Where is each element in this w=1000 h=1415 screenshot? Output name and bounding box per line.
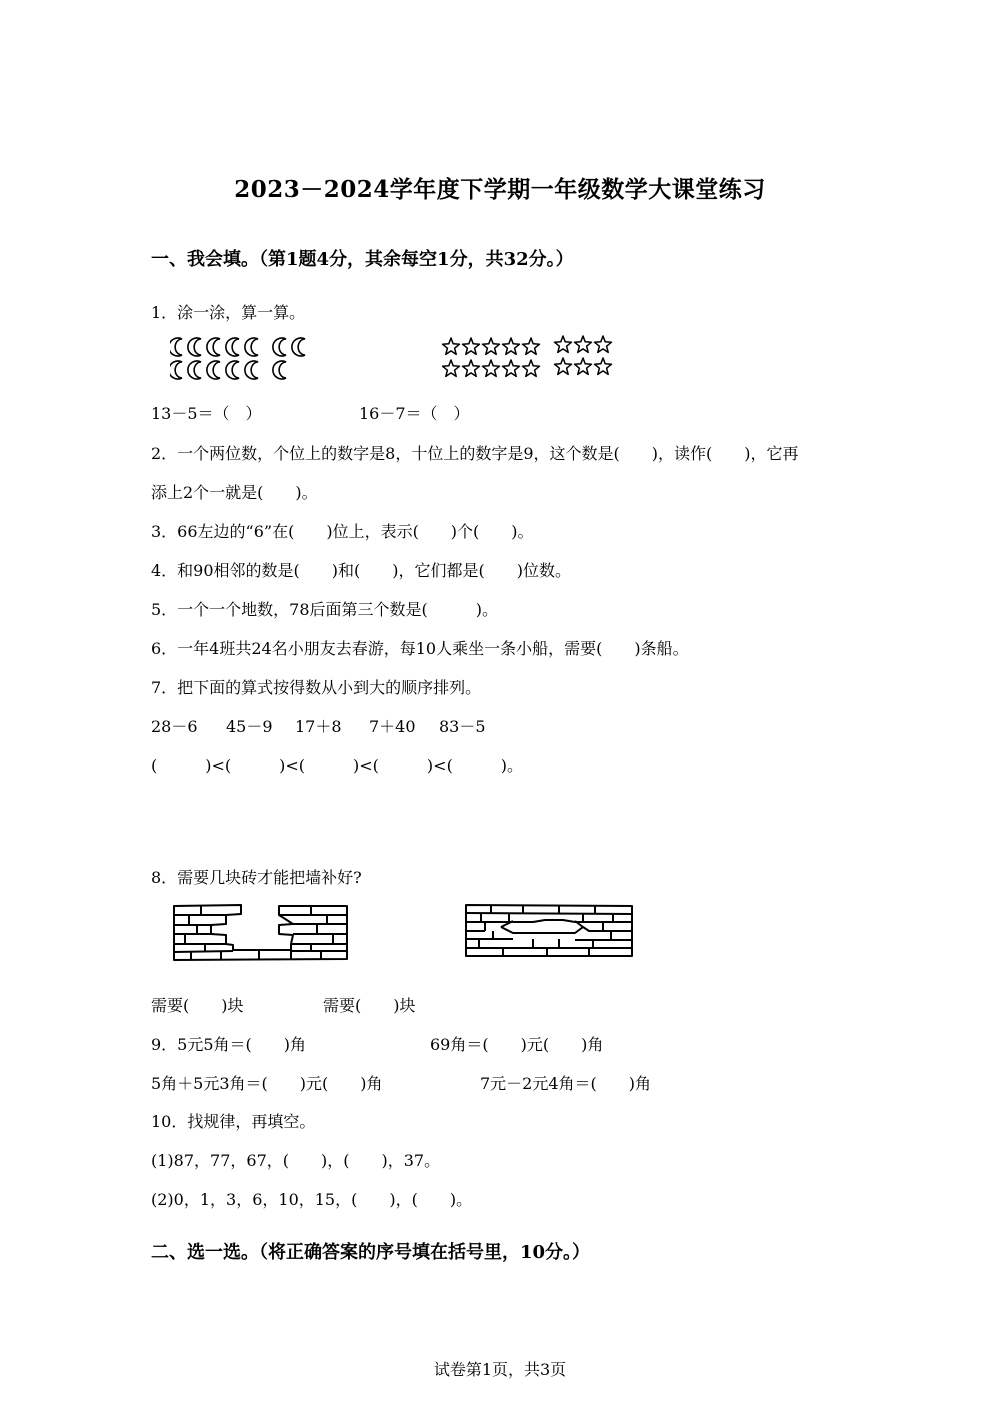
star-icon-group xyxy=(442,335,614,381)
expression-4: 7＋40 xyxy=(369,717,416,736)
crescent-moon-icon xyxy=(226,338,239,356)
star-icon xyxy=(595,336,612,352)
crescent-moon-icon xyxy=(292,338,305,356)
star-icon xyxy=(463,338,480,354)
question-7-answer-line: ( )<( )<( )<( )<( )。 xyxy=(151,756,524,775)
section-heading-choose: 二、选一选。（将正确答案的序号填在括号里，10分。） xyxy=(151,1242,591,1263)
star-icon xyxy=(443,360,460,376)
question-4: 4．和90相邻的数是( )和( )，它们都是( )位数。 xyxy=(151,561,571,580)
expression-5: 83－5 xyxy=(439,717,486,736)
star-icon xyxy=(523,338,540,354)
brick-wall-figure-left xyxy=(171,903,351,963)
question-10-part-2: (2)0，1，3，6，10，15，( )，( )。 xyxy=(151,1190,473,1209)
section-heading-fill: 一、我会填。（第1题4分，其余每空1分，共32分。） xyxy=(151,249,574,270)
question-9d: 7元－2元4角＝( )角 xyxy=(480,1074,652,1093)
question-5: 5．一个一个地数，78后面第三个数是( )。 xyxy=(151,600,499,619)
question-9a: 9．5元5角＝( )角 xyxy=(151,1035,307,1054)
star-icon xyxy=(595,358,612,374)
star-icon xyxy=(503,338,520,354)
crescent-moon-icon xyxy=(245,361,258,379)
star-icon xyxy=(575,358,592,374)
star-icon xyxy=(555,358,572,374)
question-9c: 5角＋5元3角＝( )元( )角 xyxy=(151,1074,383,1093)
brick-wall-figure-right xyxy=(463,903,635,959)
star-icon xyxy=(575,336,592,352)
equation-left: 13－5＝（ ） xyxy=(151,404,262,423)
equation-right: 16－7＝（ ） xyxy=(359,404,470,423)
star-icon xyxy=(555,336,572,352)
expression-1: 28－6 xyxy=(151,717,198,736)
question-3: 3．66左边的“6”在( )位上，表示( )个( )。 xyxy=(151,522,534,541)
question-2-line-1: 2．一个两位数，个位上的数字是8，十位上的数字是9，这个数是( )，读作( )，它再 xyxy=(151,444,799,463)
star-icon xyxy=(463,360,480,376)
question-1-prompt: 1．涂一涂，算一算。 xyxy=(151,303,306,322)
question-8-answer-right: 需要( )块 xyxy=(323,996,416,1015)
star-icon xyxy=(503,360,520,376)
star-icon xyxy=(483,338,500,354)
question-10-part-1: (1)87，77，67，( )，( )，37。 xyxy=(151,1151,441,1170)
crescent-moon-icon xyxy=(170,361,182,379)
question-2-line-2: 添上2个一就是( )。 xyxy=(151,483,318,502)
star-icon xyxy=(523,360,540,376)
star-icon xyxy=(443,338,460,354)
crescent-moon-icon-group xyxy=(170,336,320,382)
expression-3: 17＋8 xyxy=(295,717,342,736)
page-title: 2023－2024学年度下学期一年级数学大课堂练习 xyxy=(234,176,766,203)
crescent-moon-icon xyxy=(170,338,182,356)
crescent-moon-icon xyxy=(245,338,258,356)
question-9b: 69角＝( )元( )角 xyxy=(430,1035,604,1054)
question-8-answer-left: 需要( )块 xyxy=(151,996,244,1015)
question-6: 6．一年4班共24名小朋友去春游，每10人乘坐一条小船，需要( )条船。 xyxy=(151,639,689,658)
page-footer: 试卷第1页，共3页 xyxy=(433,1360,567,1379)
crescent-moon-icon xyxy=(273,338,286,356)
question-8-prompt: 8．需要几块砖才能把墙补好? xyxy=(151,868,362,887)
crescent-moon-icon xyxy=(188,361,201,379)
crescent-moon-icon xyxy=(273,361,286,379)
question-7-prompt: 7．把下面的算式按得数从小到大的顺序排列。 xyxy=(151,678,482,697)
crescent-moon-icon xyxy=(226,361,239,379)
crescent-moon-icon xyxy=(207,338,220,356)
crescent-moon-icon xyxy=(207,361,220,379)
expression-2: 45－9 xyxy=(226,717,273,736)
question-10-prompt: 10．找规律，再填空。 xyxy=(151,1112,316,1131)
crescent-moon-icon xyxy=(188,338,201,356)
star-icon xyxy=(483,360,500,376)
